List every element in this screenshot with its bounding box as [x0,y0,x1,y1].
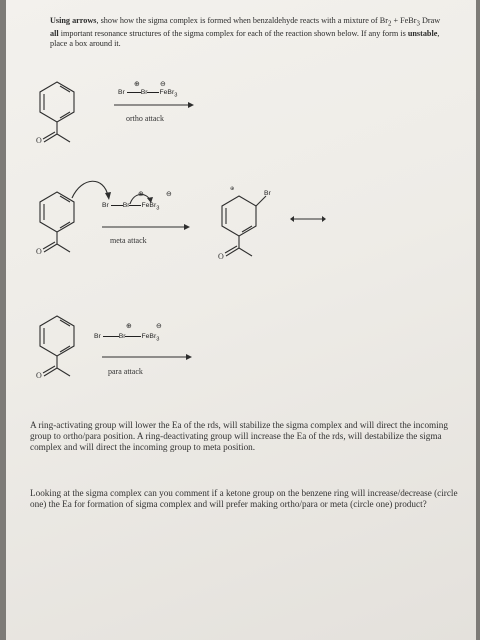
bond-line [103,336,119,337]
benzaldehyde-structure-para [24,306,94,391]
bond-line [125,336,141,337]
reagent-br-left: Br [118,89,125,96]
ortho-attack-label: ortho attack [126,114,164,123]
bromine-positive-charge: ⊕ [126,322,132,330]
benzaldehyde-structure-ortho [24,72,94,152]
bromine-positive-charge: ⊕ [138,190,144,198]
meta-attack-label: meta attack [110,236,147,245]
curved-arrow-br-br [126,192,156,206]
paragraph-question: Looking at the sigma complex can you comment if a ketone group on the benzene ring will increase/decrease (circle one) the Ea for formation of sigma complex and will prefer making ortho/para or meta (circle one) product? [30,488,458,510]
instr-part2: + FeBr [391,16,417,25]
bond-line [147,92,159,93]
reagent-febr-sub: 3 [174,92,178,99]
carbonyl-oxygen-ortho: O [36,136,42,145]
reagent-br-left: Br [94,333,101,340]
carbonyl-oxygen-meta: O [36,247,42,256]
instr-part4: important resonance structures of the sigma complex for each of the reaction shown below. If any form is [58,29,408,39]
reagent-febr-sub: 3 [156,205,160,212]
reaction-arrow-ortho [114,100,194,110]
carbocation-charge: ⊕ [230,186,235,192]
instr-part1: , show how the sigma complex is formed when benzaldehyde reacts with a mixture of Br [96,16,388,25]
reagent-febr: FeBr [141,202,157,209]
instr-part5: , place a box around it. [50,29,440,48]
instr-sub-3: 3 [416,20,420,28]
reagent-febr-sub: 3 [156,336,160,343]
reagent-br-mid: Br [118,333,126,340]
instructions [50,16,450,48]
bromine-negative-charge: ⊖ [166,190,172,198]
reagent-febr: FeBr [141,333,157,340]
resonance-arrow [290,214,326,224]
para-attack-label: para attack [108,367,143,376]
instr-sub-2: 2 [387,20,392,28]
reagent-br-mid: Br [140,89,148,96]
reagent-febr: FeBr [159,89,175,96]
carbonyl-oxygen-product: O [218,252,224,261]
reagent-br-mid: Br [122,202,130,209]
reaction-arrow-para [102,352,192,362]
reagent-br-left: Br [102,202,109,209]
bond-line [111,205,123,206]
bond-line [127,92,141,93]
bromine-positive-charge: ⊕ [134,80,140,88]
reagent-para [94,333,159,342]
bromine-negative-charge: ⊖ [156,322,162,330]
paragraph-activating-groups: A ring-activating group will lower the Ea of the rds, will stabilize the sigma complex and will direct the incoming group to ortho/para position. A ring-deactivating group will increase the Ea of the rds, will destabilize the sigma complex and will direct the incoming group to meta position. [30,420,448,453]
worksheet-page [6,0,476,640]
instr-bold-unstable: unstable [407,29,438,39]
reaction-arrow-meta [102,222,192,232]
bromine-negative-charge: ⊖ [160,80,166,88]
instr-bold-lead: Using arrows [50,16,97,25]
reagent-ortho [118,89,177,98]
instr-bold-all: all [50,29,59,39]
product-br-substituent: Br [264,190,271,197]
carbonyl-oxygen-para: O [36,371,42,380]
instr-part3: Draw [419,16,441,25]
